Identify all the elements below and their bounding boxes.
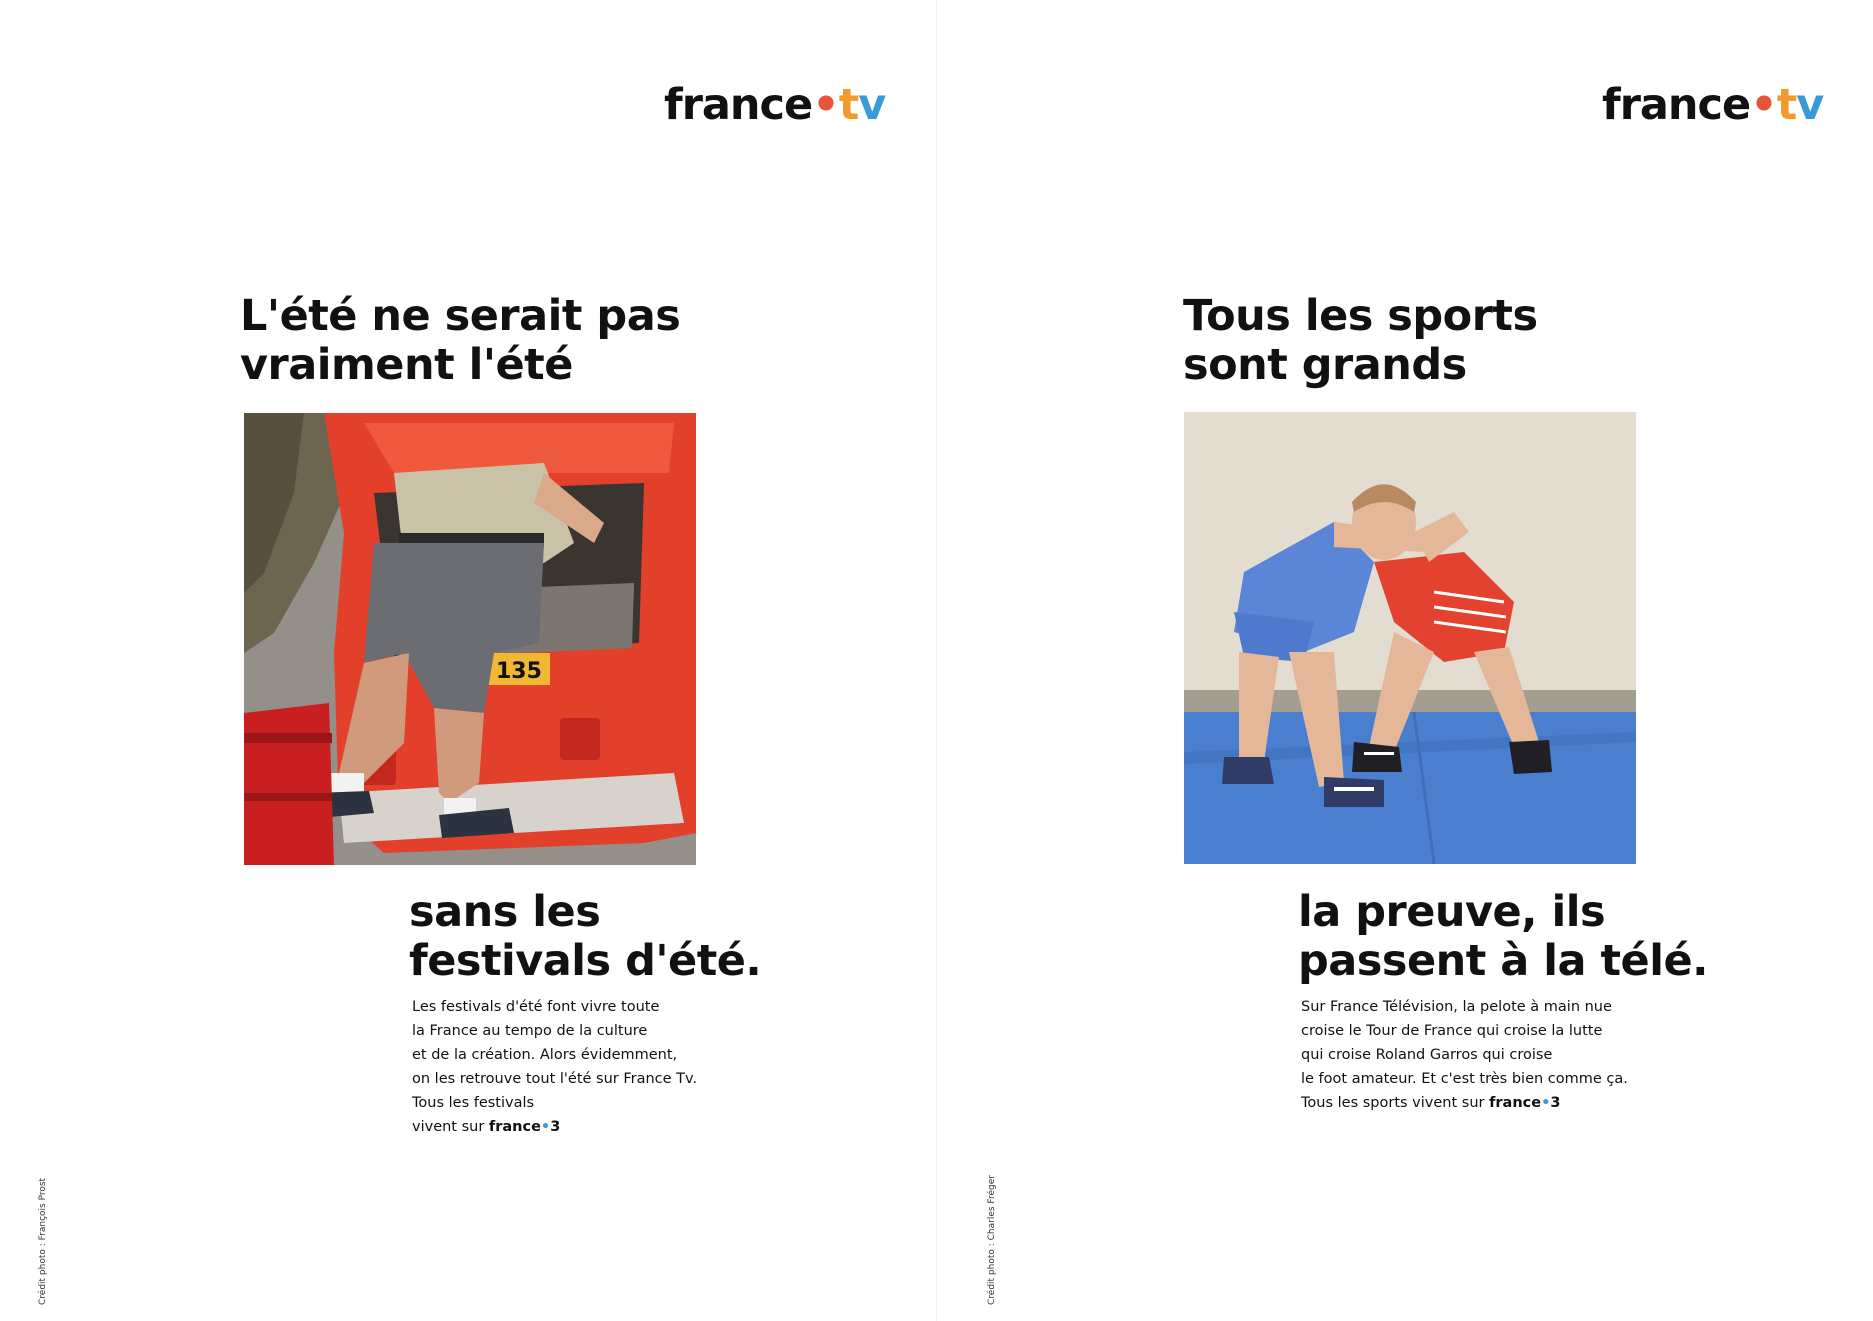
license-plate-text: 135 <box>496 659 542 684</box>
right-body-copy: Sur France Télévision, la pelote à main nue croise le Tour de France qui croise la lutte qui croise Roland Garros qui croise le foot amateur. Et c'est très bien comme ça. Tous les sports vivent sur france•3 <box>1301 995 1628 1115</box>
left-body-copy: Les festivals d'été font vivre toute la France au tempo de la culture et de la création. Alors évidemment, on les retrouve tout l'été sur France Tv. Tous les festivals vivent sur france•3 <box>412 995 697 1139</box>
car-trunk-photo <box>244 413 696 865</box>
car-trunk-illustration <box>244 413 696 865</box>
left-ad-page <box>0 0 936 1321</box>
right-headline-top: Tous les sports sont grands <box>1183 291 1538 390</box>
france3-inline-brand: france•3 <box>488 1119 561 1135</box>
france-tv-logo: france•tv <box>664 80 886 130</box>
france-tv-logo: france•tv <box>1602 80 1824 130</box>
left-body-last-line: vivent sur france•3 <box>412 1119 561 1135</box>
left-photo-credit: Crédit photo : François Prost <box>38 1177 48 1305</box>
right-ad-page <box>937 0 1873 1321</box>
wrestlers-illustration <box>1184 412 1636 864</box>
left-headline-bottom: sans les festivals d'été. <box>409 887 762 986</box>
left-headline-top: L'été ne serait pas vraiment l'été <box>240 291 681 390</box>
right-photo-credit: Crédit photo : Charles Fréger <box>987 1175 997 1305</box>
right-headline-bottom: la preuve, ils passent à la télé. <box>1298 887 1708 986</box>
right-body-last-line: Tous les sports vivent sur france•3 <box>1301 1095 1561 1111</box>
wrestlers-photo <box>1184 412 1636 864</box>
france3-inline-brand: france•3 <box>1489 1095 1561 1111</box>
